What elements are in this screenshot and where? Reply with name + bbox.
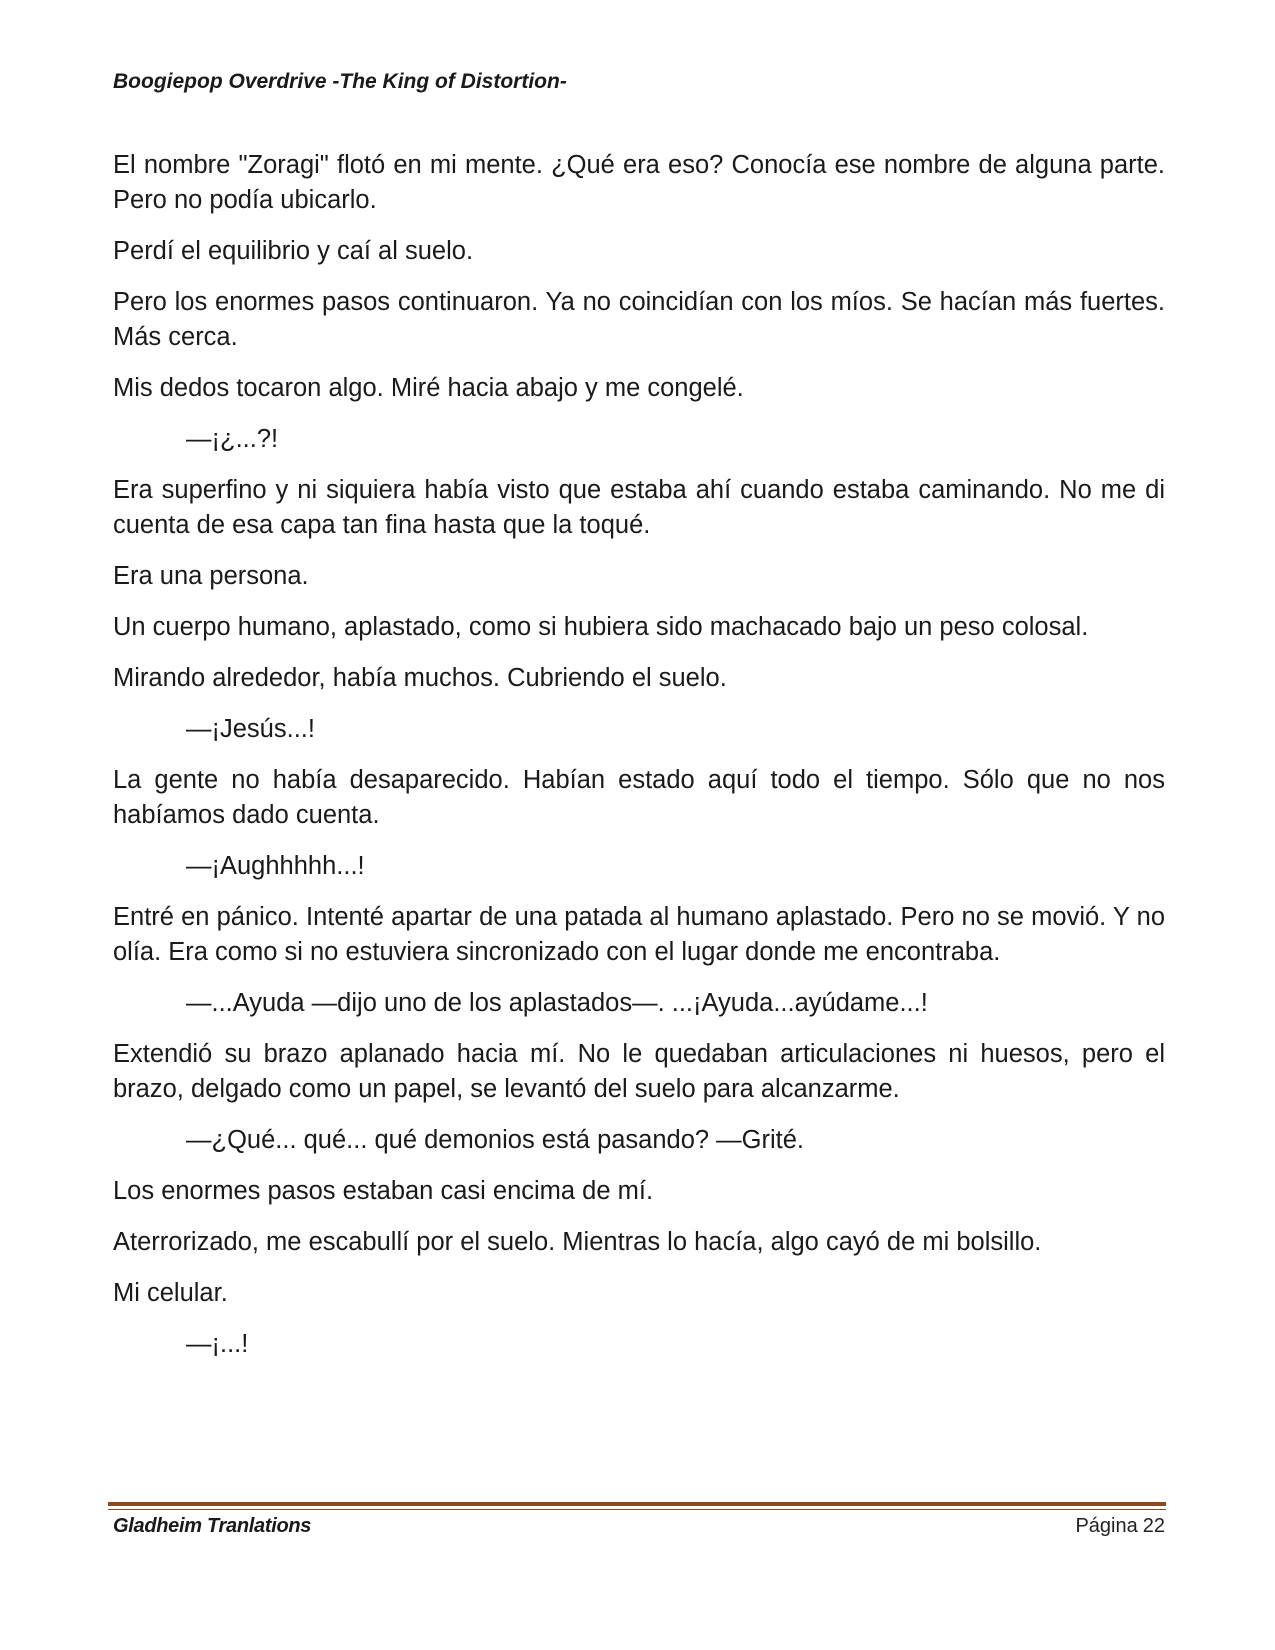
paragraph: Extendió su brazo aplanado hacia mí. No le quedaban articulaciones ni huesos, pero el brazo, delgado como un papel, se levantó del suelo para alcanzarme. <box>113 1040 1165 1103</box>
footer-rule-thin <box>108 1509 1166 1510</box>
dialogue-line: —¡¿...?! <box>186 425 279 453</box>
paragraph: Era una persona. <box>113 562 309 590</box>
paragraph: Mi celular. <box>113 1279 228 1307</box>
running-header: Boogiepop Overdrive -The King of Distortion- <box>113 70 567 93</box>
page-number <box>1075 1515 1165 1538</box>
paragraph: Los enormes pasos estaban casi encima de mí. <box>113 1177 654 1205</box>
paragraph: Aterrorizado, me escabullí por el suelo. Mientras lo hacía, algo cayó de mi bolsillo. <box>113 1228 1042 1256</box>
paragraph: La gente no había desaparecido. Habían estado aquí todo el tiempo. Sólo que no nos habíamos dado cuenta. <box>113 766 1165 829</box>
dialogue-line: —¡...! <box>186 1330 249 1358</box>
paragraph: Mirando alrededor, había muchos. Cubriendo el suelo. <box>113 664 727 692</box>
dialogue-line: —¿Qué... qué... qué demonios está pasando? —Grité. <box>186 1126 805 1154</box>
page-body <box>113 148 1165 1378</box>
paragraph: Mis dedos tocaron algo. Miré hacia abajo y me congelé. <box>113 374 744 402</box>
dialogue-line: —¡Jesús...! <box>186 715 315 743</box>
paragraph: El nombre "Zoragi" flotó en mi mente. ¿Qué era eso? Conocía ese nombre de alguna parte. Pero no podía ubicarlo. <box>113 151 1165 214</box>
footer-publisher: Gladheim Tranlations <box>113 1515 312 1537</box>
paragraph: Era superfino y ni siquiera había visto que estaba ahí cuando estaba caminando. No me di cuenta de esa capa tan fina hasta que la toqué. <box>113 476 1165 539</box>
footer-rule-thick <box>108 1502 1166 1506</box>
paragraph: Pero los enormes pasos continuaron. Ya no coincidían con los míos. Se hacían más fuertes. Más cerca. <box>113 288 1165 351</box>
dialogue-line: —¡Aughhhhh...! <box>186 852 365 880</box>
paragraph: Un cuerpo humano, aplastado, como si hubiera sido machacado bajo un peso colosal. <box>113 613 1089 641</box>
dialogue-line: —...Ayuda —dijo uno de los aplastados—. ...¡Ayuda...ayúdame...! <box>186 989 928 1017</box>
paragraph: Entré en pánico. Intenté apartar de una patada al humano aplastado. Pero no se movió. Y no olía. Era como si no estuviera sincronizado con el lugar donde me encontraba. <box>113 903 1165 966</box>
paragraph: Perdí el equilibrio y caí al suelo. <box>113 237 474 265</box>
page-number-value: 22 <box>1142 1515 1165 1537</box>
page-label: Página <box>1075 1515 1138 1537</box>
